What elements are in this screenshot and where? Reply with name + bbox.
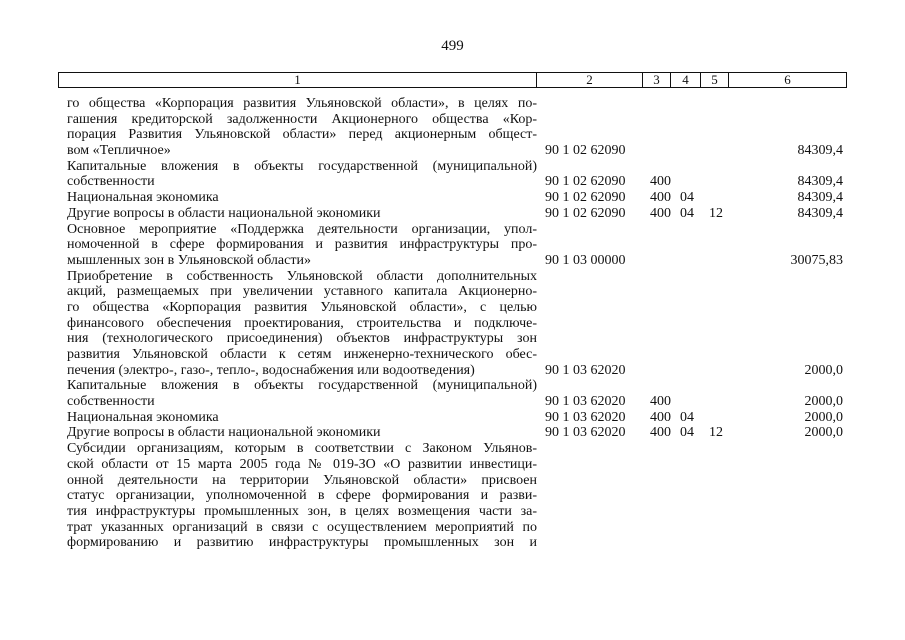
table-line xyxy=(67,347,857,363)
line-text: трат указанных организаций в связи с осуществлением мероприятий по xyxy=(67,519,537,535)
code-cell: 90 1 03 62020 xyxy=(545,409,626,425)
amount-cell: 2000,0 xyxy=(804,362,843,378)
table-line xyxy=(67,206,857,222)
table-line xyxy=(67,143,857,159)
amount-cell: 84309,4 xyxy=(797,205,843,221)
amount-cell: 2000,0 xyxy=(804,394,843,410)
vid-cell: 400 xyxy=(650,409,671,425)
table-line xyxy=(67,394,857,410)
razdel-cell: 04 xyxy=(680,205,694,221)
table-line xyxy=(67,520,857,536)
amount-cell: 84309,4 xyxy=(797,174,843,190)
table-line xyxy=(67,363,857,379)
line-text: Субсидии организациям, которым в соответствии с Законом Ульянов- xyxy=(67,441,537,457)
table-line xyxy=(67,284,857,300)
table-line xyxy=(67,159,857,175)
razdel-cell: 04 xyxy=(680,190,694,206)
code-cell: 90 1 03 00000 xyxy=(545,252,626,268)
podrazdel-cell: 12 xyxy=(709,205,723,221)
code-cell: 90 1 03 62020 xyxy=(545,362,626,378)
line-text: номоченной в сфере формирования и развития инфраструктуры про- xyxy=(67,237,537,253)
code-cell: 90 1 02 62090 xyxy=(545,174,626,190)
line-text: вом «Тепличное» xyxy=(67,143,171,159)
line-text: собственности xyxy=(67,174,155,190)
line-text: гашения кредиторской задолженности Акционерного общества «Кор- xyxy=(67,111,537,127)
table-line xyxy=(67,253,857,269)
line-text: Капитальные вложения в объекты государственной (муниципальной) xyxy=(67,158,537,174)
line-text: Приобретение в собственность Ульяновской области дополнительных xyxy=(67,268,537,284)
podrazdel-cell: 12 xyxy=(709,425,723,441)
table-line xyxy=(67,504,857,520)
header-col-4: 4 xyxy=(670,73,700,87)
table-line xyxy=(67,410,857,426)
table-line xyxy=(67,331,857,347)
line-text: акций, размещаемых при увеличении уставного капитала Акционерно- xyxy=(67,284,537,300)
line-text: Другие вопросы в области национальной экономики xyxy=(67,205,381,221)
line-text: мышленных зон в Ульяновской области» xyxy=(67,252,311,268)
vid-cell: 400 xyxy=(650,425,671,441)
budget-table-body xyxy=(67,96,857,551)
line-text: Национальная экономика xyxy=(67,190,219,206)
line-text: печения (электро-, газо-, тепло-, водоснабжения или водоотведения) xyxy=(67,362,475,378)
table-line xyxy=(67,269,857,285)
table-header-row xyxy=(58,72,847,88)
line-text: порация Развития Ульяновской области» перед акционерным общест- xyxy=(67,127,537,143)
table-line xyxy=(67,300,857,316)
amount-cell: 84309,4 xyxy=(797,143,843,159)
table-line xyxy=(67,174,857,190)
table-line xyxy=(67,127,857,143)
line-text: го общества «Корпорация развития Ульяновской области», с целью xyxy=(67,299,537,315)
table-line xyxy=(67,96,857,112)
table-line xyxy=(67,425,857,441)
line-text: Национальная экономика xyxy=(67,409,219,425)
table-line xyxy=(67,222,857,238)
line-text: онной деятельности на территории Ульяновской области» присвоен xyxy=(67,472,537,488)
amount-cell: 2000,0 xyxy=(804,425,843,441)
table-line xyxy=(67,473,857,489)
header-col-2: 2 xyxy=(536,73,642,87)
page-number: 499 xyxy=(441,38,464,54)
line-text: Другие вопросы в области национальной экономики xyxy=(67,425,381,441)
table-line xyxy=(67,316,857,332)
code-cell: 90 1 03 62020 xyxy=(545,425,626,441)
table-line xyxy=(67,441,857,457)
line-text: Основное мероприятие «Поддержка деятельности организации, упол- xyxy=(67,221,537,237)
header-col-3: 3 xyxy=(642,73,670,87)
header-col-6: 6 xyxy=(728,73,846,87)
razdel-cell: 04 xyxy=(680,409,694,425)
header-col-5: 5 xyxy=(700,73,728,87)
vid-cell: 400 xyxy=(650,174,671,190)
table-line xyxy=(67,378,857,394)
razdel-cell: 04 xyxy=(680,425,694,441)
line-text: собственности xyxy=(67,394,155,410)
amount-cell: 30075,83 xyxy=(790,252,843,268)
amount-cell: 2000,0 xyxy=(804,409,843,425)
line-text: ния (технологического присоединения) объектов инфраструктуры зон xyxy=(67,331,537,347)
vid-cell: 400 xyxy=(650,190,671,206)
line-text: развития Ульяновской области к сетям инженерно-технического обес- xyxy=(67,347,537,362)
code-cell: 90 1 02 62090 xyxy=(545,190,626,206)
table-line xyxy=(67,535,857,551)
table-line xyxy=(67,112,857,128)
table-line xyxy=(67,457,857,473)
vid-cell: 400 xyxy=(650,205,671,221)
line-text: ской области от 15 марта 2005 года № 019-ЗО «О развитии инвестици- xyxy=(67,456,537,472)
line-text: Капитальные вложения в объекты государственной (муниципальной) xyxy=(67,378,537,394)
amount-cell: 84309,4 xyxy=(797,190,843,206)
table-line xyxy=(67,237,857,253)
line-text: го общества «Корпорация развития Ульяновской области», в целях по- xyxy=(67,96,537,111)
line-text: формированию и развитию инфраструктуры промышленных зон и xyxy=(67,535,537,551)
code-cell: 90 1 03 62020 xyxy=(545,394,626,410)
line-text: тия инфраструктуры промышленных зон, в целях возмещения части за- xyxy=(67,503,537,519)
code-cell: 90 1 02 62090 xyxy=(545,143,626,159)
vid-cell: 400 xyxy=(650,394,671,410)
header-col-1: 1 xyxy=(294,72,301,87)
line-text: финансового обеспечения проектирования, строительства и подключе- xyxy=(67,315,537,331)
table-line xyxy=(67,190,857,206)
code-cell: 90 1 02 62090 xyxy=(545,205,626,221)
line-text: статус организации, уполномоченной в сфере формирования и разви- xyxy=(67,488,537,504)
table-line xyxy=(67,488,857,504)
